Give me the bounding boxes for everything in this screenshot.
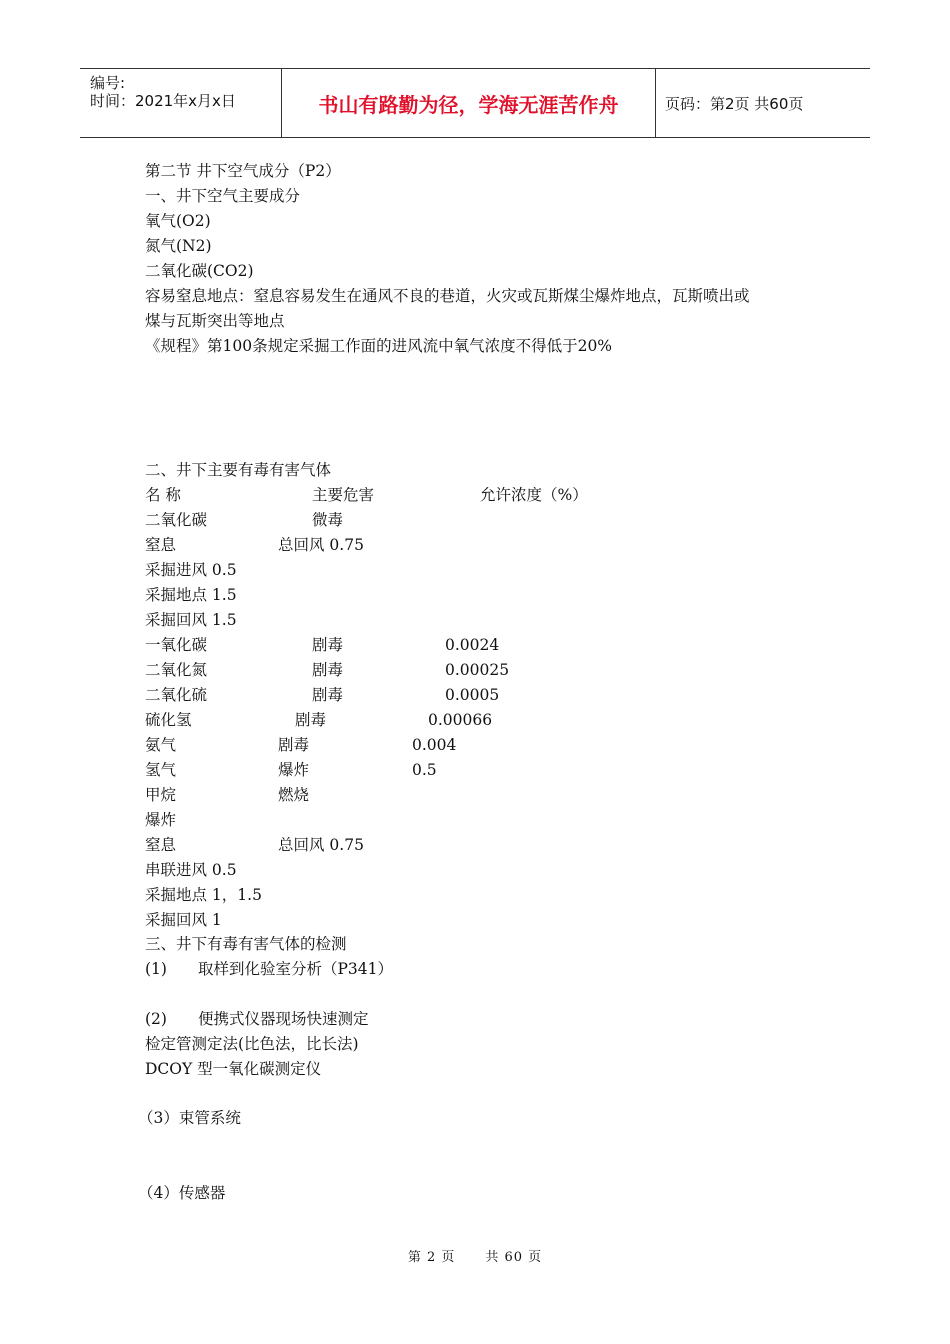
list-text: 便携式仪器现场快速测定 — [198, 1010, 369, 1028]
gas-hazard: 微毒 — [312, 511, 344, 529]
gas-name: 甲烷 — [145, 786, 177, 804]
footer-total: 共 60 页 — [485, 1250, 543, 1265]
gas-name: 氢气 — [145, 761, 177, 779]
gas-name: 二氧化氮 — [145, 661, 208, 679]
gas-limit: 0.004 — [412, 736, 457, 754]
sub-label: 爆炸 — [145, 811, 177, 829]
gas-limit: 0.5 — [412, 761, 437, 779]
sub-label: 采掘地点 1，1.5 — [145, 886, 262, 904]
gas-hazard: 剧毒 — [295, 711, 327, 729]
sub-label: 采掘回风 1.5 — [145, 611, 237, 629]
gas-name: 二氧化硫 — [145, 686, 208, 704]
page-header — [80, 68, 870, 138]
time-label: 时间：2021年x月x日 — [90, 92, 236, 110]
suffocation-text: 容易窒息地点：窒息容易发生在通风不良的巷道，火灾或瓦斯煤尘爆炸地点，瓦斯喷出或 — [145, 287, 750, 305]
method-text: 检定管测定法(比色法，比长法) — [145, 1035, 359, 1053]
part2-heading: 二、井下主要有毒有害气体 — [145, 461, 332, 479]
sub-label: 窒息 — [145, 836, 177, 854]
regulation-text: 《规程》第100条规定采掘工作面的进风流中氧气浓度不得低于20% — [145, 337, 613, 355]
list-item: （3）束管系统 — [138, 1109, 241, 1127]
gas-limit: 0.0005 — [445, 686, 500, 704]
col-header-limit: 允许浓度（%） — [480, 486, 588, 504]
gas-limit: 0.0024 — [445, 636, 500, 654]
gas-hazard: 剧毒 — [278, 736, 310, 754]
sub-label: 串联进风 0.5 — [145, 861, 237, 879]
gas-hazard: 剧毒 — [312, 661, 344, 679]
col-header-hazard: 主要危害 — [312, 486, 375, 504]
page-info: 页码：第2页 共60页 — [665, 94, 804, 113]
header-left-cell — [80, 69, 281, 137]
sub-value: 总回风 0.75 — [278, 836, 364, 854]
page-footer — [0, 1246, 950, 1265]
list-text: 取样到化验室分析（P341） — [198, 960, 394, 978]
list-item: （4）传感器 — [138, 1184, 226, 1202]
motto-text: 书山有路勤为径，学海无涯苦作舟 — [318, 92, 619, 117]
gas-name: 氨气 — [145, 736, 177, 754]
gas-name: 一氧化碳 — [145, 636, 208, 654]
sub-label: 采掘进风 0.5 — [145, 561, 237, 579]
suffocation-text-cont: 煤与瓦斯突出等地点 — [145, 312, 285, 330]
gas-limit: 0.00066 — [428, 711, 493, 729]
gas-hazard: 剧毒 — [312, 636, 344, 654]
header-motto-cell — [281, 69, 656, 137]
component-item: 二氧化碳(CO2) — [145, 262, 254, 280]
sub-label: 采掘地点 1.5 — [145, 586, 237, 604]
instrument-text: DCOY 型一氧化碳测定仪 — [145, 1060, 322, 1078]
number-label: 编号: — [90, 74, 126, 92]
gas-name: 二氧化碳 — [145, 511, 208, 529]
component-item: 氮气(N2) — [145, 237, 212, 255]
list-number: (1) — [145, 960, 167, 978]
list-number: (2) — [145, 1010, 167, 1028]
sub-label: 窒息 — [145, 536, 177, 554]
header-page-cell — [655, 69, 870, 137]
sub-label: 采掘回风 1 — [145, 911, 222, 929]
sub-value: 总回风 0.75 — [278, 536, 364, 554]
section-title: 第二节 井下空气成分（P2） — [145, 162, 341, 180]
gas-hazard: 爆炸 — [278, 761, 310, 779]
part1-heading: 一、井下空气主要成分 — [145, 187, 301, 205]
gas-hazard: 剧毒 — [312, 686, 344, 704]
part3-heading: 三、井下有毒有害气体的检测 — [145, 935, 347, 953]
gas-name: 硫化氢 — [145, 711, 192, 729]
footer-page: 第 2 页 — [407, 1250, 456, 1265]
gas-limit: 0.00025 — [445, 661, 510, 679]
col-header-name: 名 称 — [145, 486, 181, 504]
gas-hazard: 燃烧 — [278, 786, 310, 804]
component-item: 氧气(O2) — [145, 212, 211, 230]
